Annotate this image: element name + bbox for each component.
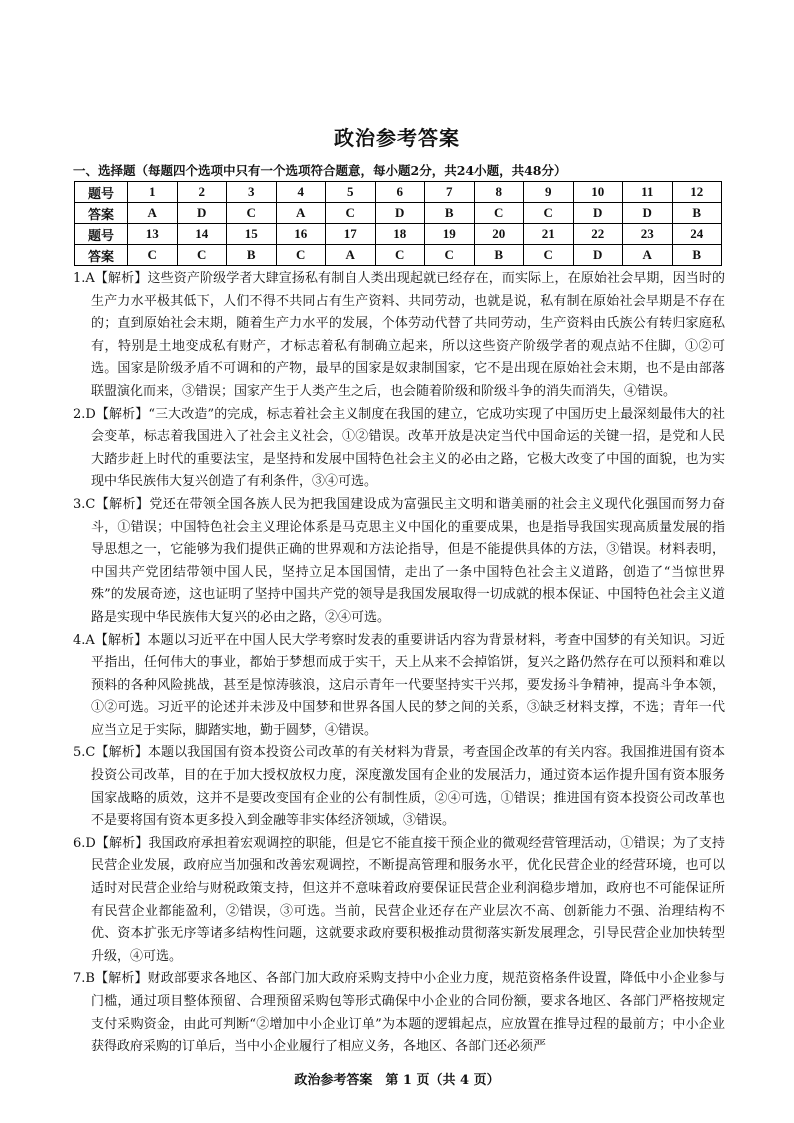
table-cell: 18 [375,224,425,245]
table-cell: B [672,245,722,266]
table-cell: 17 [326,224,376,245]
answer-row [75,245,722,266]
question-number-row [75,224,722,245]
table-cell: D [573,203,623,224]
table-cell: C [425,245,475,266]
page-title: 政治参考答案 [334,126,460,150]
table-cell: C [375,245,425,266]
table-cell: 5 [326,182,376,203]
table-cell: B [672,203,722,224]
table-cell: C [326,203,376,224]
table-cell: 15 [227,224,277,245]
table-cell: 6 [375,182,425,203]
row-label: 题号 [75,182,128,203]
explanation-text: 6.D【解析】我国政府承担着宏观调控的职能，但是它不能直接干预企业的微观经营管理活动，①错误；为了支持民营企业发展，政府应当加强和改善宏观调控，不断提高管理和服务水平，优化民营企业的经营环境，也可以适时对民营企业给与财税政策支持，但这并不意味着政府要保证民营企业利润稳步增加，政府也不可能保证所有民营企业都能盈利，②错误，③可选。当前，民营企业还存在产业层次不高、创新能力不强、治理结构不优、资本扩张无序等诸多结构性问题，这就要求政府要积极推动贯彻落实新发展理念，引导民营企业加快转型升级，④可选。 [73,835,725,964]
table-cell: 13 [128,224,178,245]
table-cell: 1 [128,182,178,203]
table-cell: 23 [623,224,673,245]
row-label: 答案 [75,203,128,224]
table-cell: 3 [227,182,277,203]
table-cell: 19 [425,224,475,245]
table-cell: 20 [474,224,524,245]
table-cell: 4 [276,182,326,203]
table-cell: C [276,245,326,266]
table-cell: 7 [425,182,475,203]
table-cell: D [573,245,623,266]
table-cell: D [177,203,227,224]
table-cell: B [227,245,277,266]
table-cell: C [128,245,178,266]
explanation-item [73,630,725,743]
explanation-item [73,742,725,832]
table-cell: C [227,203,277,224]
answer-row [75,203,722,224]
explanation-text: 3.C【解析】党还在带领全国各族人民为把我国建设成为富强民主文明和谐美丽的社会主义现代化强国而努力奋斗，①错误；中国特色社会主义理论体系是马克思主义中国化的重要成果，也是指导我国实现高质量发展的指导思想之一，它能够为我们提供正确的世界观和方法论指导，但是不能提供具体的方法，③错误。材料表明，中国共产党团结带领中国人民，坚持立足本国国情，走出了一条中国特色社会主义道路，创造了“当惊世界殊”的发展奇迹，这也证明了坚持中国共产党的领导是我国发展取得一切成就的根本保证、中国特色社会主义道路是实现中华民族伟大复兴的必由之路，②④可选。 [73,496,725,625]
explanation-text: 5.C【解析】本题以我国国有资本投资公司改革的有关材料为背景，考查国企改革的有关内容。我国推进国有资本投资公司改革，目的在于加大授权放权力度，深度激发国有企业的发展活力，通过资本运作提升国有资本服务国家战略的质效，这并不是要改变国有企业的公有制性质，②④可选，①错误；推进国有资本投资公司改革也不是要将国有资本更多投入到金融等非实体经济领域，③错误。 [73,745,725,829]
table-cell: C [474,203,524,224]
section-heading: 一、选择题（每题四个选项中只有一个选项符合题意，每小题2分，共24小题，共48分） [73,163,567,178]
table-cell: C [524,203,574,224]
table-cell: 8 [474,182,524,203]
table-cell: D [375,203,425,224]
table-cell: A [326,245,376,266]
table-cell: 12 [672,182,722,203]
table-cell: 9 [524,182,574,203]
table-cell: 16 [276,224,326,245]
table-cell: A [276,203,326,224]
table-cell: 22 [573,224,623,245]
question-number-row [75,182,722,203]
table-cell: 2 [177,182,227,203]
table-cell: 10 [573,182,623,203]
table-cell: D [623,203,673,224]
table-cell: B [474,245,524,266]
explanation-item [73,494,725,630]
table-cell: 14 [177,224,227,245]
row-label: 答案 [75,245,128,266]
explanation-text: 2.D【解析】“三大改造”的完成，标志着社会主义制度在我国的建立，它成功实现了中国历史上最深刻最伟大的社会变革，标志着我国进入了社会主义社会，①②错误。改革开放是决定当代中国命运的关键一招，是党和人民大踏步赶上时代的重要法宝，是坚持和发展中国特色社会主义的必由之路，它极大改变了中国的面貌，也为实现中华民族伟大复兴创造了有利条件，③④可选。 [73,406,725,490]
row-label: 题号 [75,224,128,245]
explanation-item [73,968,725,1058]
explanation-text: 1.A【解析】这些资产阶级学者大肆宣扬私有制自人类出现起就已经存在，而实际上，在原始社会早期，因当时的生产力水平极其低下，人们不得不共同占有生产资料、共同劳动，也就是说，私有制在原始社会早期是不存在的；直到原始社会末期，随着生产力水平的发展，个体劳动代替了共同劳动，生产资料由氏族公有转归家庭私有，特别是土地变成私有财产，才标志着私有制确立起来，所以这些资产阶级学者的观点站不住脚，①②可选。国家是阶级矛盾不可调和的产物，最早的国家是奴隶制国家，它不是出现在原始社会末期，也不是由部落联盟演化而来，③错误；国家产生于人类产生之后，也会随着阶级和阶级斗争的消失而消失，④错误。 [73,271,725,399]
explanations [73,268,725,1059]
table-cell: C [524,245,574,266]
table-cell: A [128,203,178,224]
table-cell: C [177,245,227,266]
table-cell: 24 [672,224,722,245]
explanation-item [73,404,725,494]
explanation-text: 4.A【解析】本题以习近平在中国人民大学考察时发表的重要讲话内容为背景材料，考查中国梦的有关知识。习近平指出，任何伟大的事业，都始于梦想而成于实干，天上从来不会掉馅饼，复兴之路仍然存在可以预料和难以预料的各种风险挑战，甚至是惊涛骇浪，这启示青年一代要坚持实干兴邦，要发扬斗争精神，提高斗争本领，①②可选。习近平的论述并未涉及中国梦和世界各国人民的梦之间的关系，③缺乏材料支撑，不选；青年一代应当立足于实际，脚踏实地，勤于圆梦，④错误。 [73,632,725,738]
page-footer: 政治参考答案 第 1 页（共 4 页） [294,1073,500,1088]
table-cell: 21 [524,224,574,245]
answer-table [74,181,722,266]
explanation-item [73,268,725,404]
explanation-text: 7.B【解析】财政部要求各地区、各部门加大政府采购支持中小企业力度，规范资格条件设置，降低中小企业参与门槛，通过项目整体预留、合理预留采购包等形式确保中小企业的合同份额，要求各地区、各部门严格按规定支付采购资金，由此可判断“②增加中小企业订单”为本题的逻辑起点，应放置在推导过程的最前方；中小企业获得政府采购的订单后，当中小企业履行了相应义务，各地区、各部门还必须严 [73,971,725,1055]
table-cell: 11 [623,182,673,203]
table-cell: B [425,203,475,224]
table-cell: A [623,245,673,266]
explanation-item [73,833,725,969]
